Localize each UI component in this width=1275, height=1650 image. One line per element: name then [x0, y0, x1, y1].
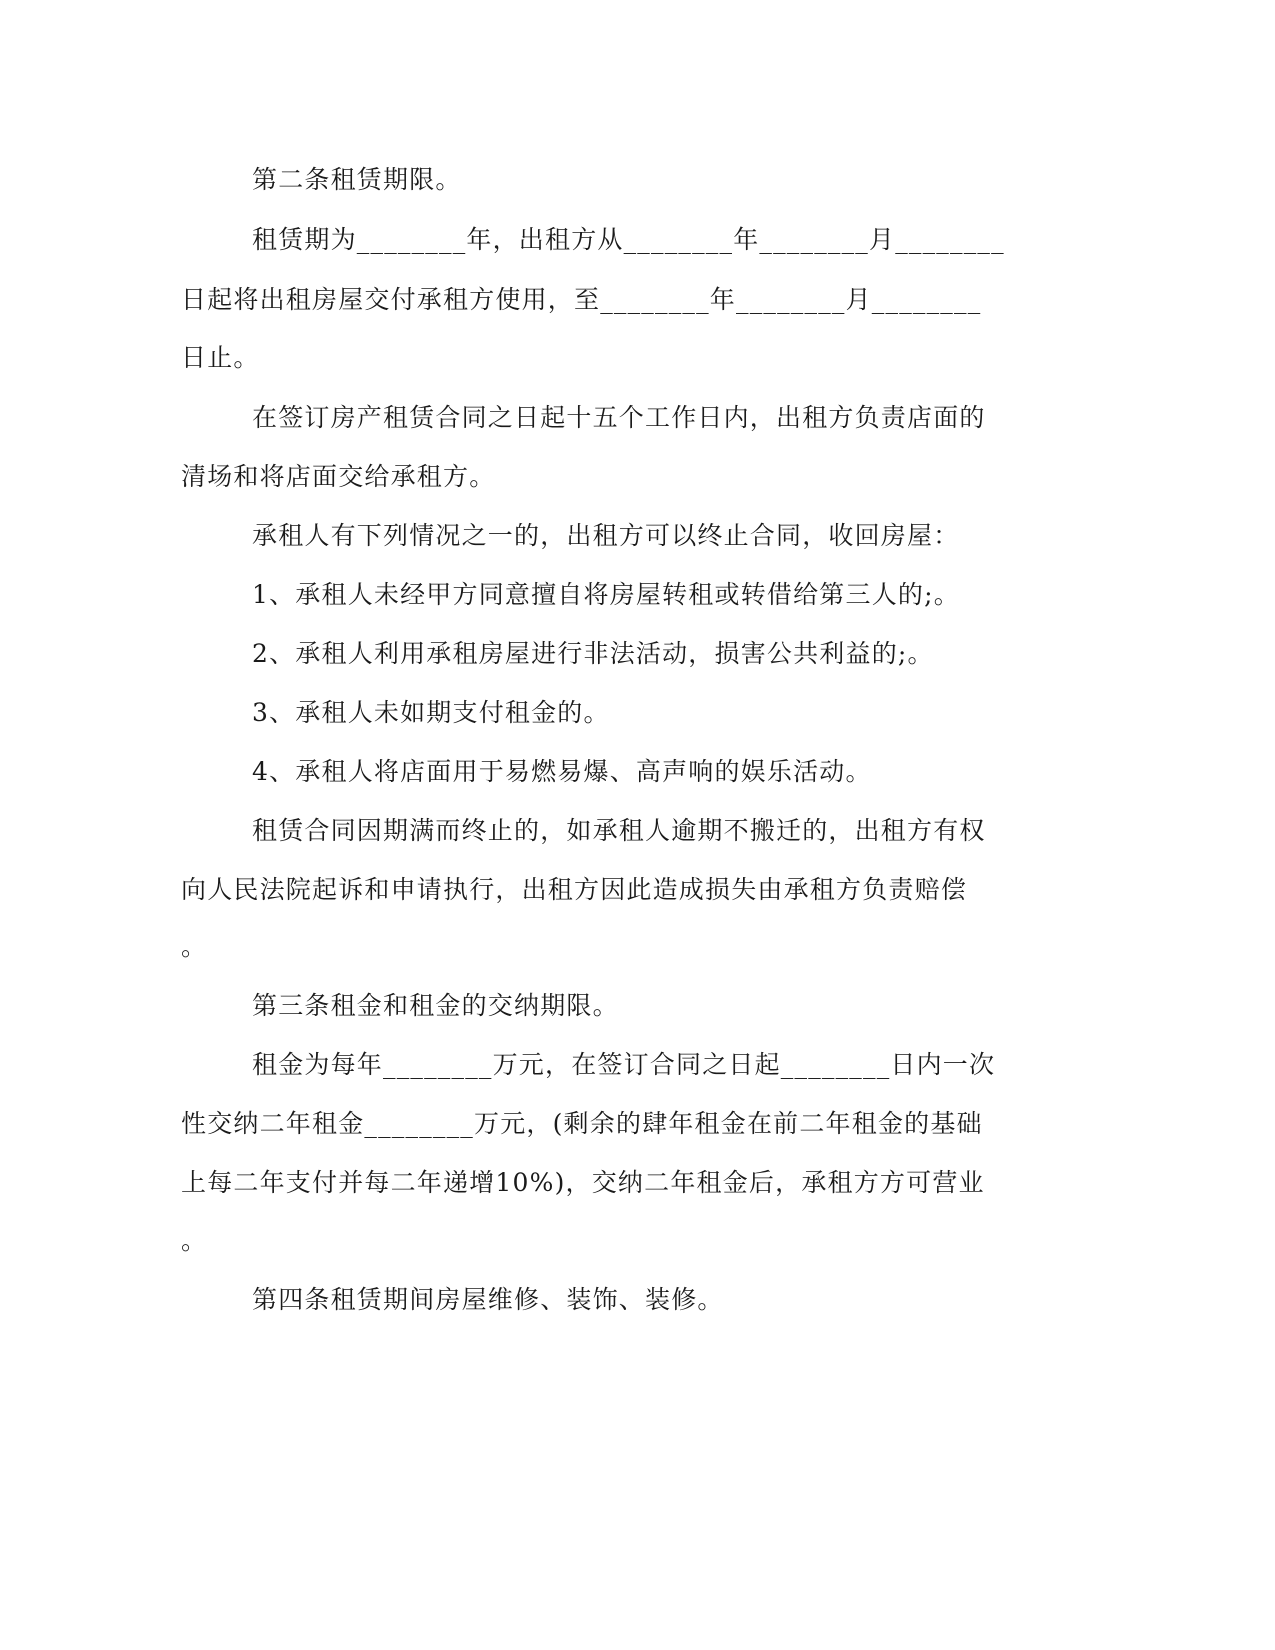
termination-item-3: 3、承租人未如期支付租金的。 [252, 698, 610, 727]
handover-line-1: 在签订房产租赁合同之日起十五个工作日内，出租方负责店面的 [252, 403, 986, 432]
rent-line-1: 租金为每年________万元，在签订合同之日起________日内一次 [252, 1050, 996, 1079]
rent-line-3: 上每二年支付并每二年递增10%)，交纳二年租金后，承租方方可营业 [181, 1168, 985, 1197]
termination-item-2: 2、承租人利用承租房屋进行非法活动，损害公共利益的;。 [252, 639, 934, 668]
expiry-line-2: 向人民法院起诉和申请执行，出租方因此造成损失由承租方负责赔偿 [181, 875, 968, 904]
expiry-line-1: 租赁合同因期满而终止的，如承租人逾期不搬迁的，出租方有权 [252, 816, 986, 845]
lease-term-line-3: 日止。 [181, 343, 260, 372]
expiry-line-3: 。 [181, 932, 208, 961]
rent-line-2: 性交纳二年租金________万元，(剩余的肆年租金在前二年租金的基础 [181, 1109, 983, 1138]
termination-item-1: 1、承租人未经甲方同意擅自将房屋转租或转借给第三人的;。 [252, 580, 960, 609]
article-3-heading: 第三条租金和租金的交纳期限。 [252, 991, 619, 1020]
lease-term-line-2: 日起将出租房屋交付承租方使用，至________年________月________ [181, 285, 982, 314]
handover-line-2: 清场和将店面交给承租方。 [181, 462, 496, 491]
termination-intro: 承租人有下列情况之一的，出租方可以终止合同，收回房屋： [252, 521, 960, 550]
termination-item-4: 4、承租人将店面用于易燃易爆、高声响的娱乐活动。 [252, 757, 872, 786]
article-4-heading: 第四条租赁期间房屋维修、装饰、装修。 [252, 1285, 724, 1314]
rent-line-4: 。 [181, 1226, 208, 1255]
article-2-heading: 第二条租赁期限。 [252, 165, 462, 194]
lease-term-line-1: 租赁期为________年，出租方从________年________月________ [252, 225, 1005, 254]
